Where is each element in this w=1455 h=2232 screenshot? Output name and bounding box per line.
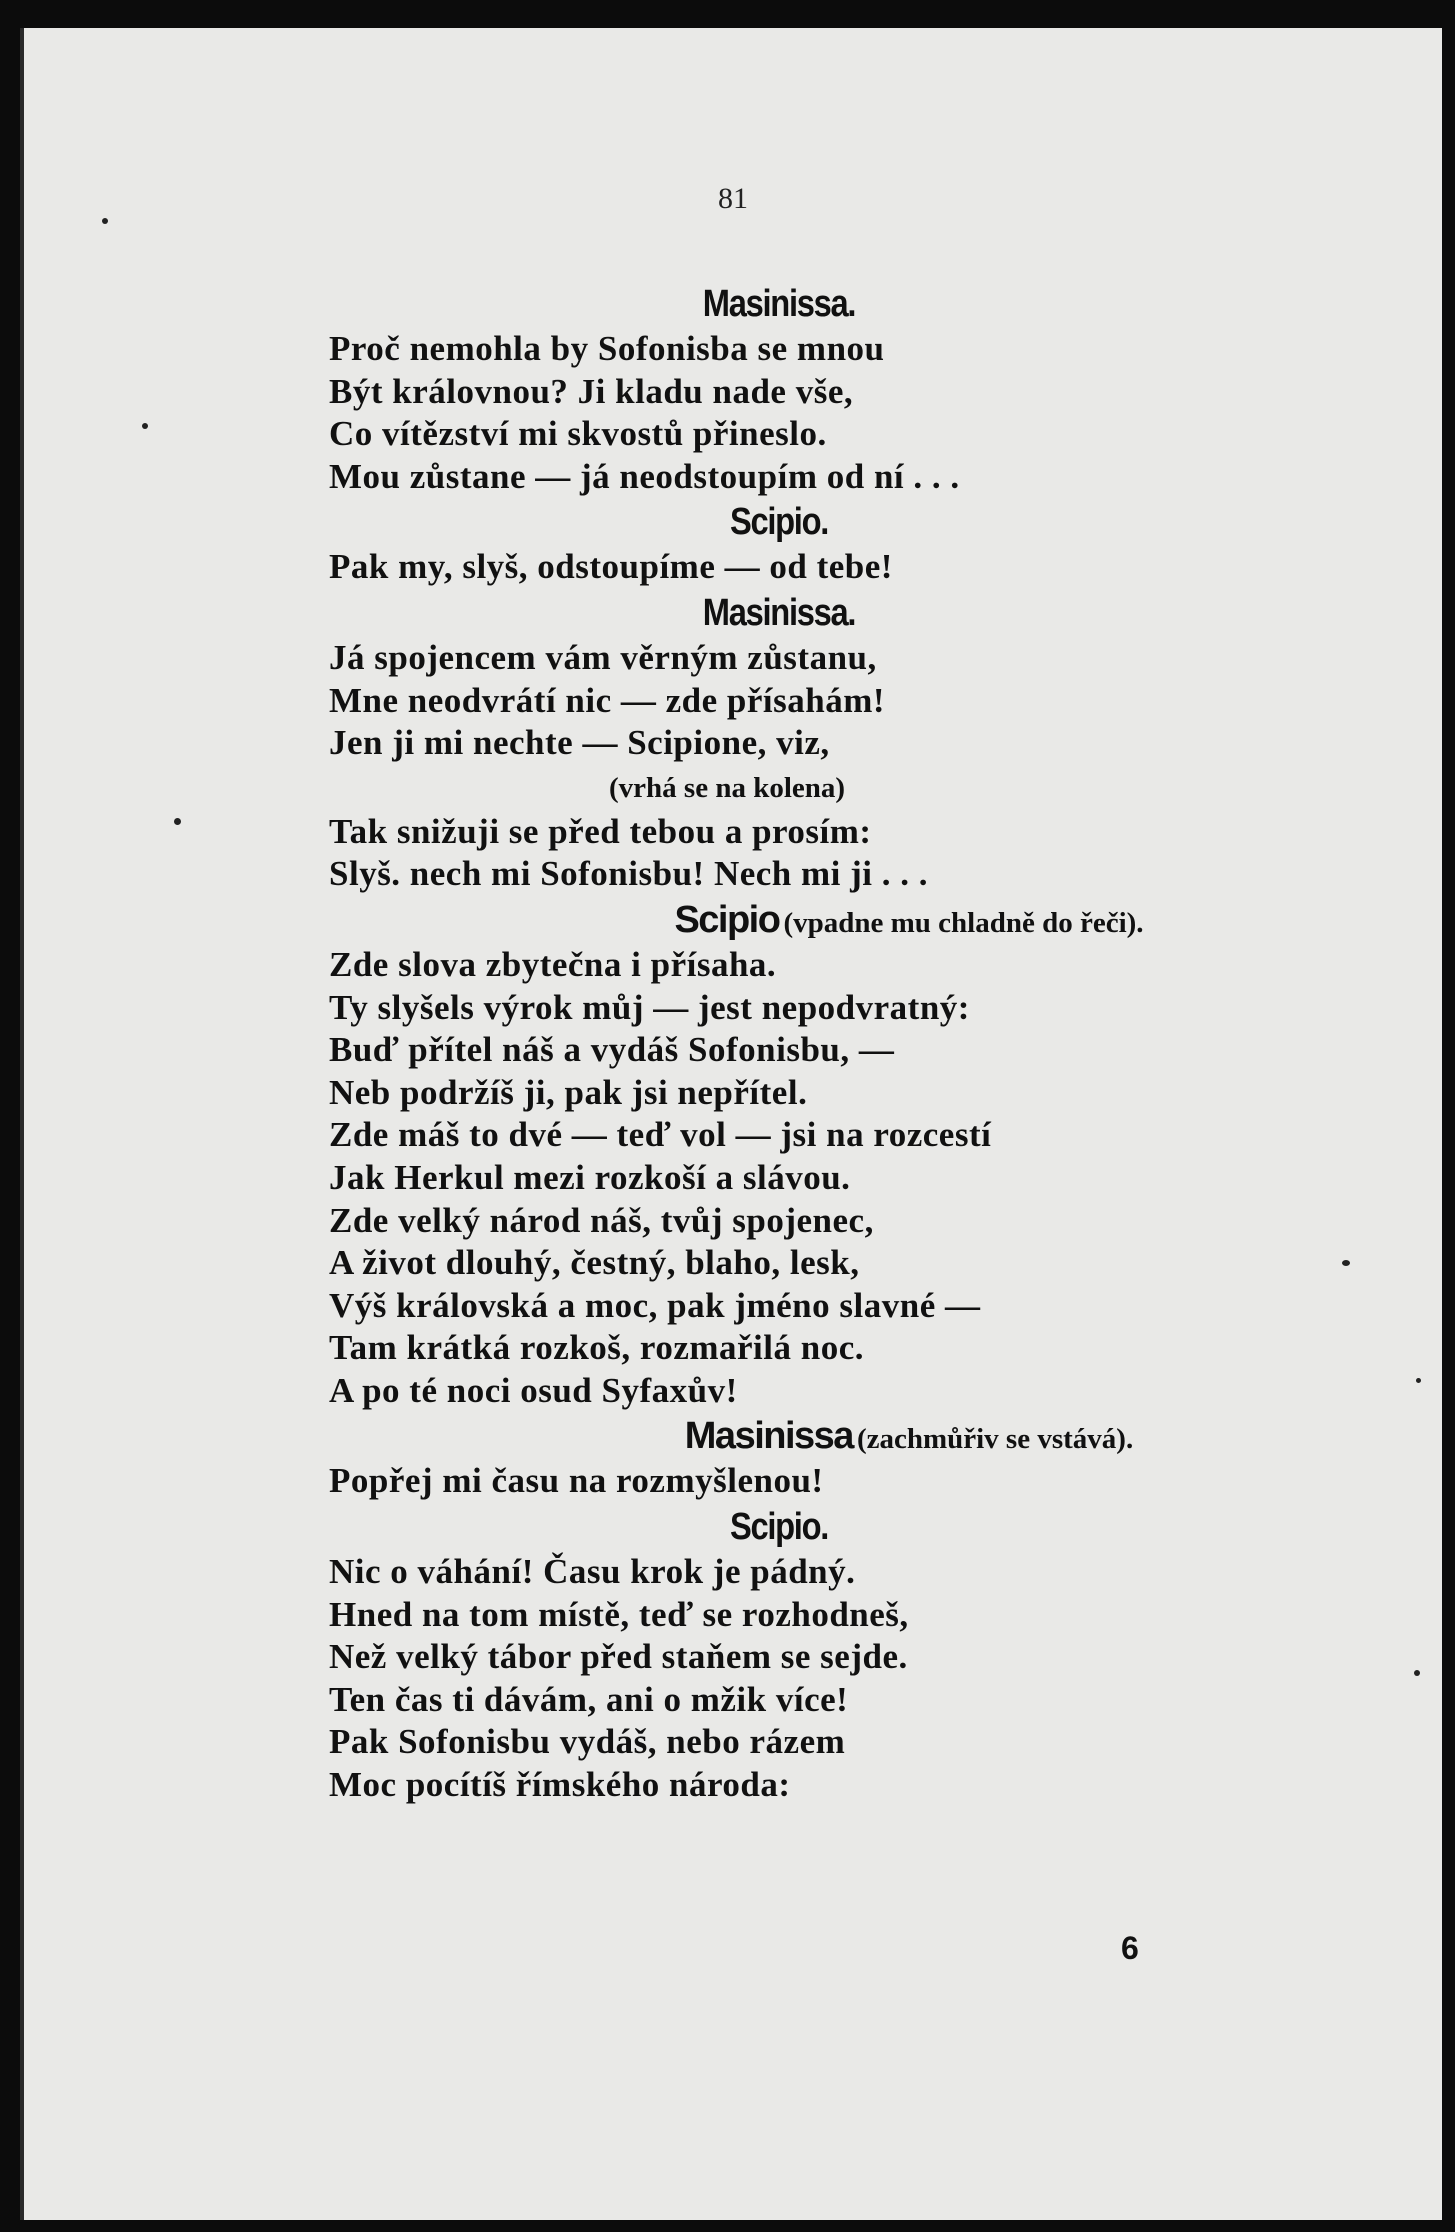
verse-line: Než velký tábor před staňem se sejde. [329, 1637, 908, 1677]
verse-line: A život dlouhý, čestný, blaho, lesk, [329, 1243, 860, 1283]
ink-speck [1342, 1260, 1350, 1266]
stage-direction: (zachmůřiv se vstává). [856, 1423, 1134, 1456]
verse-line: Slyš. nech mi Sofonisbu! Nech mi ji . . . [329, 854, 929, 894]
ink-speck [142, 423, 148, 429]
stage-direction: (vrhá se na kolena) [609, 771, 846, 804]
verse-line: Ty slyšels výrok můj — jest nepodvratný: [329, 987, 970, 1027]
verse-line: Být královnou? Ji kladu nade vše, [329, 371, 854, 411]
speaker-heading: Scipio. [729, 501, 829, 544]
speaker-heading: Masinissa. [702, 283, 856, 325]
signature-mark: 6 [1121, 1930, 1139, 1966]
play-text [329, 280, 1229, 1807]
verse-line: Moc pocítíš římského národa: [329, 1765, 791, 1805]
verse-line: Zde máš to dvé — teď vol — jsi na rozcestí [329, 1115, 992, 1155]
speaker-heading: Masinissa. [702, 591, 856, 634]
verse-line: A po té noci osud Syfaxův! [329, 1370, 738, 1410]
verse-line: Já spojencem vám věrným zůstanu, [329, 637, 877, 677]
verse-line: Mou zůstane — já neodstoupím od ní . . . [329, 456, 960, 496]
speaker-heading: Scipio. [729, 1506, 829, 1549]
verse-line: Hned na tom místě, teď se rozhodneš, [329, 1594, 909, 1634]
verse-line: Neb podržíš ji, pak jsi nepřítel. [329, 1072, 808, 1112]
speaker-name: Masinissa [684, 1415, 853, 1458]
book-page [20, 28, 1442, 2220]
verse-line: Mne neodvrátí nic — zde přísahám! [329, 680, 886, 720]
verse-line: Zde slova zbytečna i přísaha. [329, 944, 777, 984]
ink-speck [1414, 1670, 1420, 1676]
ink-speck [1416, 1378, 1421, 1383]
speaker-name: Scipio [674, 898, 780, 941]
verse-line: Co vítězství mi skvostů přineslo. [329, 414, 827, 454]
speaker-heading-with-direction [589, 896, 1229, 944]
verse-line: Ten čas ti dávám, ani o mžik více! [329, 1679, 849, 1719]
verse-line: Jak Herkul mezi rozkoší a slávou. [329, 1157, 851, 1197]
verse-line: Jen ji mi nechte — Scipione, viz, [329, 723, 830, 763]
page-number: 81 [718, 182, 748, 215]
speaker-heading-with-direction [589, 1412, 1229, 1460]
ink-speck [174, 818, 181, 825]
ink-speck [102, 218, 108, 224]
verse-line: Nic o váhání! Času krok je pádný. [329, 1552, 856, 1592]
stage-direction: (vpadne mu chladně do řeči). [783, 906, 1144, 939]
verse-line: Zde velký národ náš, tvůj spojenec, [329, 1200, 874, 1240]
verse-line: Pak Sofonisbu vydáš, nebo rázem [329, 1722, 846, 1762]
verse-line: Pak my, slyš, odstoupíme — od tebe! [329, 547, 893, 587]
verse-line: Výš královská a moc, pak jméno slavné — [329, 1285, 981, 1325]
verse-line: Tak snižuji se před tebou a prosím: [329, 811, 872, 851]
verse-line: Popřej mi času na rozmyšlenou! [329, 1461, 824, 1501]
verse-line: Tam krátká rozkoš, rozmařilá noc. [329, 1328, 865, 1368]
verse-line: Buď přítel náš a vydáš Sofonisbu, — [329, 1030, 895, 1070]
verse-line: Proč nemohla by Sofonisba se mnou [329, 329, 885, 368]
